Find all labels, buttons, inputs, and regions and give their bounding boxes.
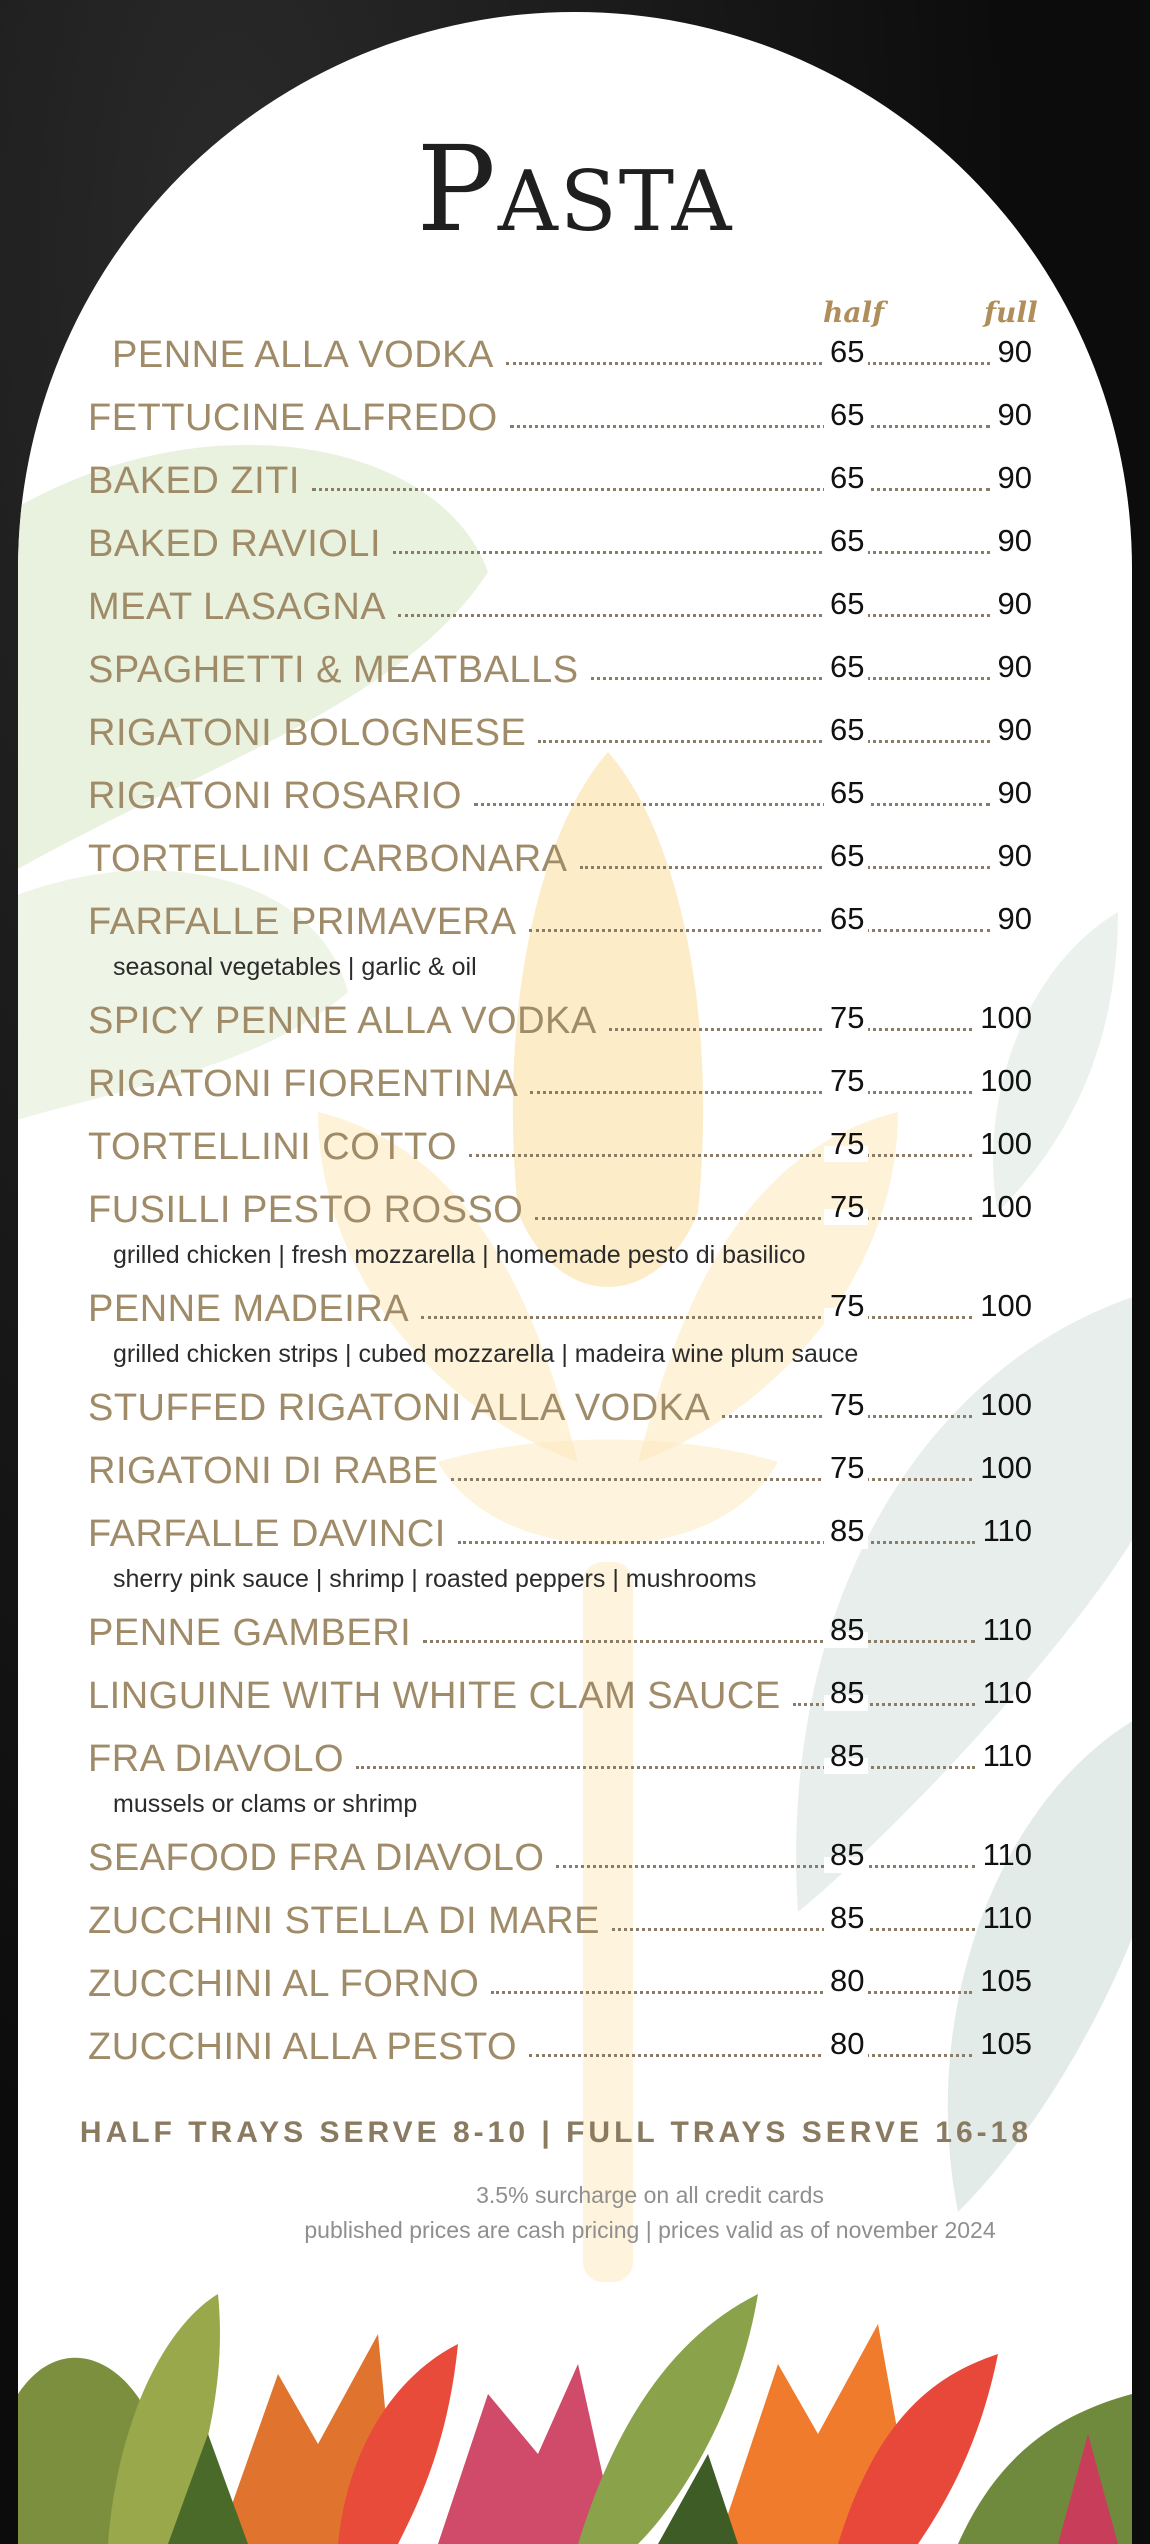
- half-tray-price: 65: [830, 649, 865, 684]
- item-name: MEAT LASAGNA: [88, 586, 387, 628]
- dot-leader: [469, 1154, 972, 1157]
- dot-leader: [529, 2054, 972, 2057]
- menu-item: [18, 994, 1132, 1057]
- dot-leader: [556, 1865, 975, 1868]
- item-description: sherry pink sauce | shrimp | roasted peppers | mushrooms: [113, 1565, 757, 1593]
- dot-leader: [491, 1991, 972, 1994]
- menu-item: [18, 1120, 1132, 1183]
- half-tray-price: 65: [830, 775, 865, 810]
- menu-panel: [18, 12, 1132, 2544]
- full-tray-price: 90: [997, 838, 1032, 873]
- half-tray-price: 85: [830, 1837, 865, 1872]
- menu-item: [18, 328, 1132, 391]
- tropical-flowers-border: [18, 2214, 1132, 2544]
- dot-leader: [356, 1766, 975, 1769]
- dot-leader: [609, 1028, 972, 1031]
- item-name: ZUCCHINI STELLA DI MARE: [88, 1900, 600, 1942]
- item-description: seasonal vegetables | garlic & oil: [113, 953, 477, 981]
- full-tray-price: 110: [982, 1675, 1032, 1710]
- menu-item: [18, 706, 1132, 769]
- full-tray-price: 100: [980, 1126, 1032, 1161]
- menu-item: [18, 1831, 1132, 1894]
- full-tray-price: 90: [997, 712, 1032, 747]
- menu-item: [18, 2020, 1132, 2083]
- menu-item: [18, 1669, 1132, 1732]
- full-tray-price: 110: [982, 1837, 1032, 1872]
- item-name: FARFALLE DAVINCI: [88, 1513, 446, 1555]
- item-name: RIGATONI DI RABE: [88, 1450, 439, 1492]
- menu-item: [18, 1282, 1132, 1381]
- full-column-header: full: [984, 296, 1038, 329]
- item-name: FRA DIAVOLO: [88, 1738, 345, 1780]
- half-tray-price: 75: [830, 1000, 865, 1035]
- item-name: SPAGHETTI & MEATBALLS: [88, 649, 579, 691]
- half-tray-price: 65: [830, 460, 865, 495]
- dot-leader: [612, 1928, 975, 1931]
- half-tray-price: 65: [830, 586, 865, 621]
- half-tray-price: 85: [830, 1900, 865, 1935]
- dot-leader: [580, 866, 990, 869]
- full-tray-price: 105: [980, 2026, 1032, 2061]
- item-name: SEAFOOD FRA DIAVOLO: [88, 1837, 545, 1879]
- full-tray-price: 100: [980, 1450, 1032, 1485]
- half-tray-price: 75: [830, 1387, 865, 1422]
- half-tray-price: 85: [830, 1513, 865, 1548]
- item-name: FUSILLI PESTO ROSSO: [88, 1189, 524, 1231]
- full-tray-price: 90: [997, 901, 1032, 936]
- item-name: RIGATONI ROSARIO: [88, 775, 462, 817]
- half-tray-price: 85: [830, 1675, 865, 1710]
- menu-item: [18, 454, 1132, 517]
- half-tray-price: 65: [830, 838, 865, 873]
- full-tray-price: 100: [980, 1063, 1032, 1098]
- pricing-note: published prices are cash pricing | prices valid as of november 2024: [304, 2217, 996, 2243]
- half-tray-price: 80: [830, 2026, 865, 2061]
- dot-leader: [535, 1217, 972, 1220]
- item-name: BAKED ZITI: [88, 460, 300, 502]
- menu-item: [18, 1183, 1132, 1282]
- half-tray-price: 65: [830, 334, 865, 369]
- item-name: PENNE GAMBERI: [88, 1612, 412, 1654]
- item-name: SPICY PENNE ALLA VODKA: [88, 1000, 597, 1042]
- item-description: grilled chicken strips | cubed mozzarella | madeira wine plum sauce: [113, 1340, 859, 1368]
- half-tray-price: 80: [830, 1963, 865, 1998]
- menu-item: [18, 1507, 1132, 1606]
- item-name: FETTUCINE ALFREDO: [88, 397, 498, 439]
- half-tray-price: 65: [830, 523, 865, 558]
- dot-leader: [312, 488, 990, 491]
- half-tray-price: 65: [830, 397, 865, 432]
- dot-leader: [474, 803, 990, 806]
- dot-leader: [393, 551, 990, 554]
- tray-serving-info: HALF TRAYS SERVE 8-10 | FULL TRAYS SERVE 16-18: [79, 2116, 1032, 2149]
- item-name: BAKED RAVIOLI: [88, 523, 382, 565]
- menu-item: [18, 1957, 1132, 2020]
- dot-leader: [423, 1640, 975, 1643]
- menu-item: [18, 1057, 1132, 1120]
- full-tray-price: 90: [997, 523, 1032, 558]
- item-name: STUFFED RIGATONI ALLA VODKA: [88, 1387, 711, 1429]
- dot-leader: [451, 1478, 972, 1481]
- item-name: TORTELLINI CARBONARA: [88, 838, 568, 880]
- menu-item: [18, 1894, 1132, 1957]
- menu-list: [18, 328, 1132, 2083]
- dot-leader: [421, 1316, 972, 1319]
- full-tray-price: 90: [997, 586, 1032, 621]
- dot-leader: [529, 929, 990, 932]
- full-tray-price: 110: [982, 1900, 1032, 1935]
- menu-item: [18, 517, 1132, 580]
- menu-item: [18, 769, 1132, 832]
- half-tray-price: 75: [830, 1189, 865, 1224]
- half-tray-price: 65: [830, 901, 865, 936]
- item-description: grilled chicken | fresh mozzarella | homemade pesto di basilico: [113, 1241, 806, 1269]
- menu-item: [18, 391, 1132, 454]
- item-name: LINGUINE WITH WHITE CLAM SAUCE: [88, 1675, 781, 1717]
- half-tray-price: 85: [830, 1612, 865, 1647]
- full-tray-price: 100: [980, 1387, 1032, 1422]
- half-tray-price: 75: [830, 1063, 865, 1098]
- dot-leader: [398, 614, 990, 617]
- item-description: mussels or clams or shrimp: [113, 1790, 418, 1818]
- full-tray-price: 100: [980, 1000, 1032, 1035]
- surcharge-note: 3.5% surcharge on all credit cards: [476, 2182, 824, 2208]
- half-tray-price: 85: [830, 1738, 865, 1773]
- menu-item: [18, 1444, 1132, 1507]
- dot-leader: [793, 1703, 975, 1706]
- full-tray-price: 90: [997, 334, 1032, 369]
- full-tray-price: 100: [980, 1288, 1032, 1323]
- page-title: Pasta: [416, 120, 734, 258]
- item-name: PENNE ALLA VODKA: [112, 334, 494, 376]
- item-name: RIGATONI FIORENTINA: [88, 1063, 519, 1105]
- item-name: PENNE MADEIRA: [88, 1288, 410, 1330]
- menu-item: [18, 643, 1132, 706]
- item-name: TORTELLINI COTTO: [88, 1126, 458, 1168]
- item-name: RIGATONI BOLOGNESE: [88, 712, 527, 754]
- half-tray-price: 65: [830, 712, 865, 747]
- full-tray-price: 110: [982, 1612, 1032, 1647]
- item-name: ZUCCHINI AL FORNO: [88, 1963, 480, 2005]
- half-tray-price: 75: [830, 1288, 865, 1323]
- dot-leader: [591, 677, 990, 680]
- half-tray-price: 75: [830, 1126, 865, 1161]
- item-name: FARFALLE PRIMAVERA: [88, 901, 517, 943]
- dot-leader: [538, 740, 990, 743]
- menu-item: [18, 1606, 1132, 1669]
- full-tray-price: 90: [997, 460, 1032, 495]
- full-tray-price: 90: [997, 649, 1032, 684]
- menu-item: [18, 895, 1132, 994]
- half-tray-price: 75: [830, 1450, 865, 1485]
- full-tray-price: 110: [982, 1513, 1032, 1548]
- full-tray-price: 90: [997, 397, 1032, 432]
- menu-item: [18, 580, 1132, 643]
- full-tray-price: 100: [980, 1189, 1032, 1224]
- full-tray-price: 90: [997, 775, 1032, 810]
- dot-leader: [458, 1541, 975, 1544]
- menu-item: [18, 1732, 1132, 1831]
- half-column-header: half: [823, 296, 885, 329]
- dot-leader: [510, 425, 990, 428]
- full-tray-price: 105: [980, 1963, 1032, 1998]
- full-tray-price: 110: [982, 1738, 1032, 1773]
- item-name: ZUCCHINI ALLA PESTO: [88, 2026, 518, 2068]
- menu-item: [18, 832, 1132, 895]
- dot-leader: [530, 1091, 972, 1094]
- menu-item: [18, 1381, 1132, 1444]
- dot-leader: [506, 362, 990, 365]
